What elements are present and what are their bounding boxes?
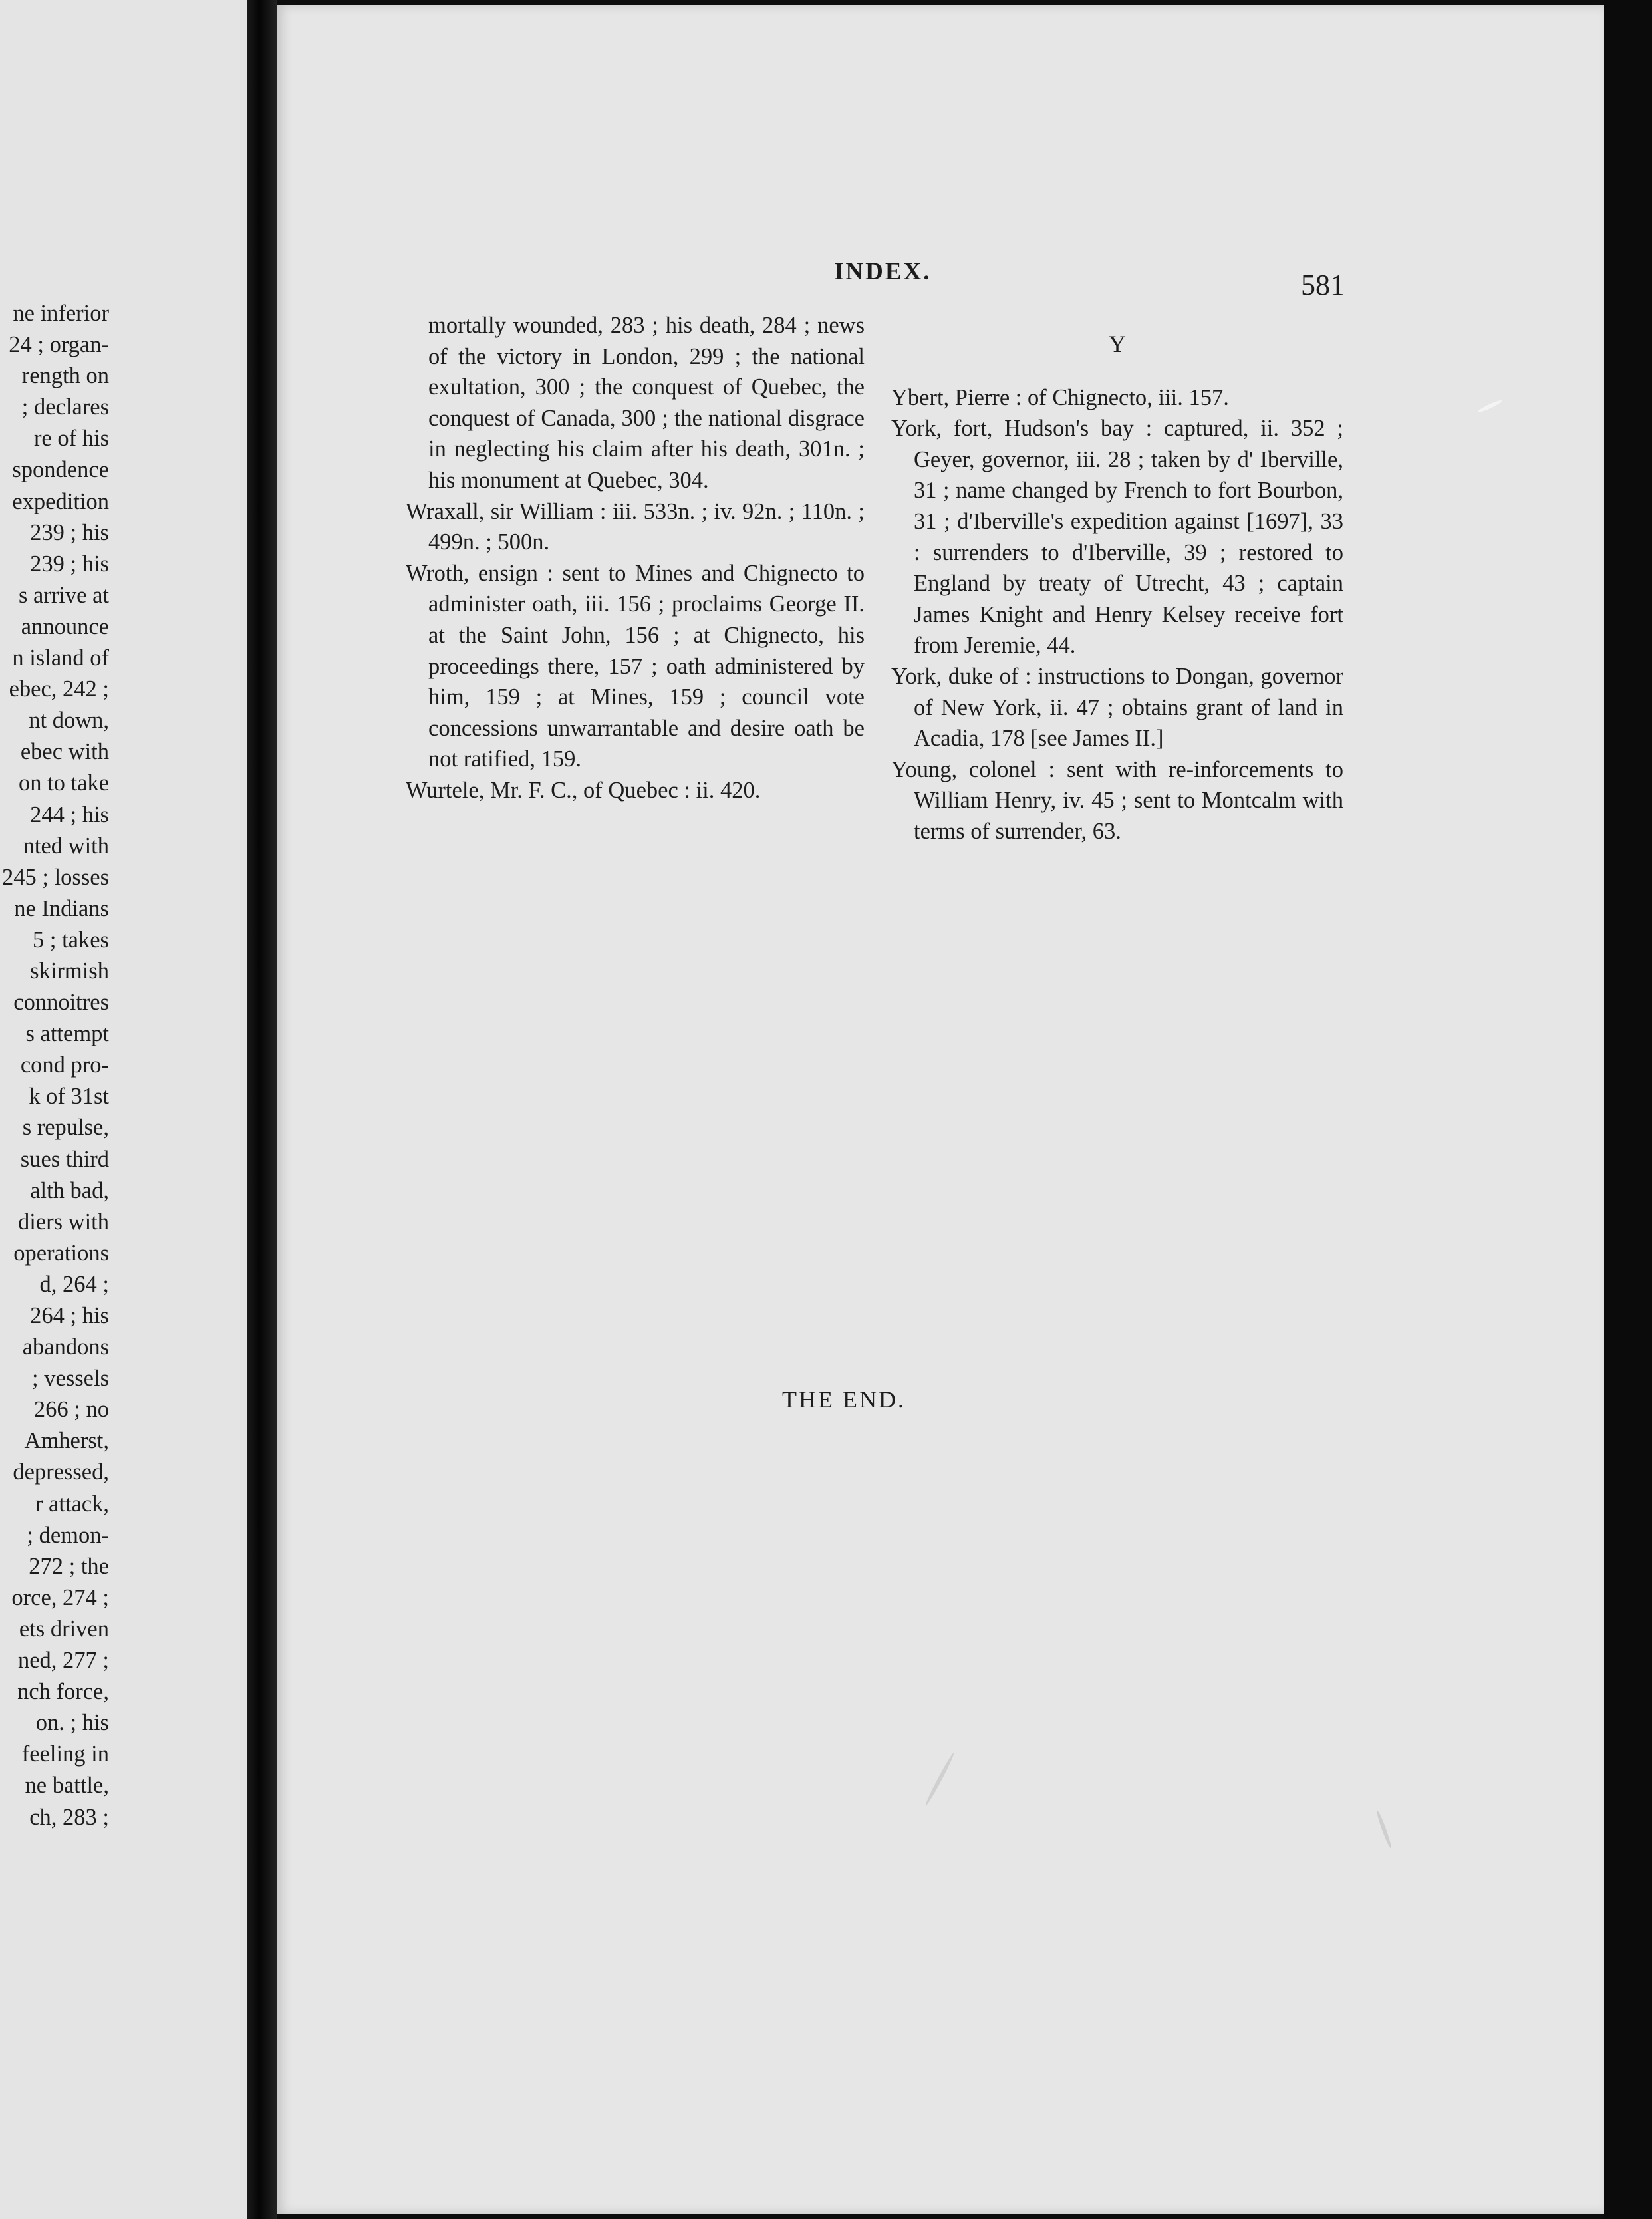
index-entry: mortally wounded, 283 ; his death, 284 ; news of the victory in London, 299 ; the national exultation, 300 ; the conquest of Quebec, the conquest of Canada, 300 ; the national disgrace in neglecting his claim after his death, 301n. ; his monument at Quebec, 304.	[428, 313, 865, 493]
facing-page-line: ets driven	[19, 1616, 109, 1642]
facing-page-line: 264 ; his	[30, 1303, 109, 1328]
facing-page-line: 272 ; the	[29, 1553, 109, 1579]
facing-page-line: ebec, 242 ;	[9, 676, 109, 702]
index-column-left	[406, 310, 865, 806]
facing-page-line: expedition	[12, 488, 109, 514]
facing-page-line: ch, 283 ;	[29, 1804, 109, 1830]
facing-page-line: ned, 277 ;	[17, 1648, 109, 1674]
facing-page-line: spondence	[12, 457, 109, 483]
facing-page-line: on to take	[18, 770, 109, 796]
book-gutter	[247, 0, 277, 2219]
facing-page-line: s arrive at	[18, 582, 109, 608]
facing-page-line: Amherst,	[24, 1428, 109, 1454]
facing-page-line: r attack,	[35, 1491, 109, 1517]
facing-page-text	[0, 298, 109, 1833]
facing-page-line: 266 ; no	[33, 1397, 109, 1423]
facing-page-line: s repulse,	[22, 1115, 109, 1141]
facing-page-line: nch force,	[17, 1679, 109, 1705]
facing-page-line: alth bad,	[30, 1177, 109, 1203]
facing-page-line: ; demon-	[27, 1522, 109, 1548]
facing-page-line: 244 ; his	[30, 802, 109, 827]
facing-page-line: sues third	[20, 1146, 109, 1172]
facing-page-line: nted with	[23, 833, 109, 859]
facing-page-line: ; declares	[21, 394, 109, 420]
section-letter: Y	[1109, 331, 1126, 357]
facing-page-line: 245 ; losses	[1, 864, 109, 890]
page-edge	[1604, 0, 1652, 2219]
facing-page-line: depressed,	[13, 1459, 109, 1485]
facing-page-line: 239 ; his	[30, 519, 109, 545]
facing-page	[0, 0, 247, 2219]
facing-page-line: on. ; his	[35, 1710, 109, 1736]
running-head: INDEX.	[834, 258, 932, 285]
facing-page-line: ne battle,	[25, 1773, 109, 1799]
facing-page-line: orce, 274 ;	[11, 1584, 109, 1610]
index-entry: Ybert, Pierre : of Chignecto, iii. 157.	[891, 384, 1229, 410]
index-entry: Wraxall, sir William : iii. 533n. ; iv. 92n. ; 110n. ; 499n. ; 500n.	[406, 498, 865, 555]
facing-page-line: ebec with	[20, 739, 109, 765]
page-number: 581	[1301, 269, 1345, 301]
index-column-right	[891, 329, 1343, 847]
facing-page-line: rength on	[21, 363, 109, 389]
facing-page-line: nt down,	[29, 708, 109, 734]
facing-page-line: ne inferior	[13, 301, 109, 326]
facing-page-line: operations	[13, 1240, 109, 1266]
facing-page-line: n island of	[12, 645, 109, 671]
facing-page-line: ne Indians	[14, 895, 109, 921]
index-entry: Wroth, ensign : sent to Mines and Chignecto to administer oath, iii. 156 ; proclaims George II. at the Saint John, 156 ; at Chignecto, his proceedings there, 157 ; oath administered by him, 159 ; at Mines, 159 ; council vote concessions unwarrantable and desire oath be not ratified, 159.	[406, 560, 865, 772]
index-entry: Young, colonel : sent with re-inforcements to William Henry, iv. 45 ; sent to Montcalm with terms of surrender, 63.	[891, 756, 1343, 844]
facing-page-line: skirmish	[30, 958, 109, 984]
facing-page-line: 24 ; organ-	[9, 332, 109, 358]
index-entry: York, fort, Hudson's bay : captured, ii. 352 ; Geyer, governor, iii. 28 ; taken by d' Iberville, 31 ; name changed by French to fort Bourbon, 31 ; d'Iberville's expedition against [1697], 33 : surrenders to d'Iberville, 39 ; restored to England by treaty of Utrecht, 43 ; captain James Knight and Henry Kelsey receive fort from Jeremie, 44.	[891, 416, 1343, 659]
facing-page-line: feeling in	[21, 1741, 109, 1767]
index-entry: York, duke of : instructions to Dongan, governor of New York, ii. 47 ; obtains grant of land in Acadia, 178 [see James II.]	[891, 663, 1343, 752]
facing-page-line: ; vessels	[32, 1366, 109, 1392]
facing-page-line: diers with	[17, 1209, 109, 1235]
facing-page-line: re of his	[33, 426, 109, 452]
facing-page-line: 239 ; his	[30, 551, 109, 577]
facing-page-line: abandons	[22, 1334, 109, 1360]
index-entry: Wurtele, Mr. F. C., of Quebec : ii. 420.	[406, 777, 761, 803]
the-end: THE END.	[782, 1386, 906, 1413]
facing-page-line: announce	[21, 613, 109, 639]
facing-page-line: cond pro-	[20, 1052, 109, 1078]
facing-page-line: s attempt	[25, 1021, 109, 1047]
facing-page-line: 5 ; takes	[33, 927, 109, 953]
facing-page-line: connoitres	[13, 990, 109, 1016]
facing-page-line: d, 264 ;	[39, 1271, 109, 1297]
facing-page-line: k of 31st	[29, 1084, 109, 1110]
